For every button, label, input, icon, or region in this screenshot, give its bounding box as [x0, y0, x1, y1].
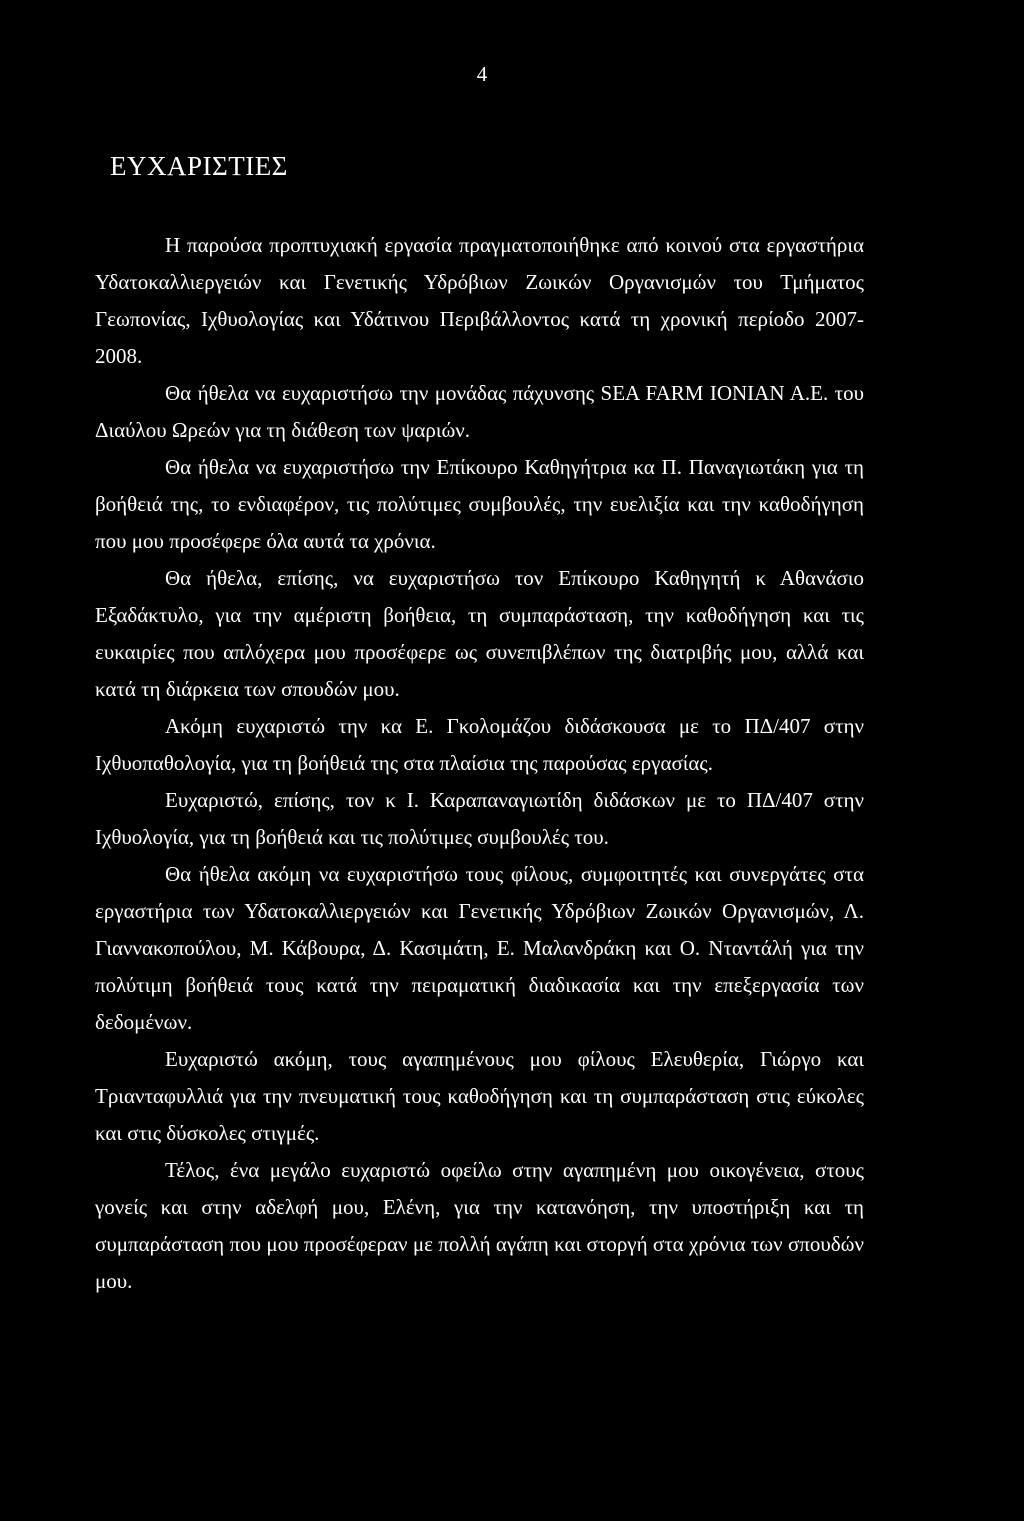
paragraph: Θα ήθελα ακόμη να ευχαριστήσω τους φίλους, συμφοιτητές και συνεργάτες στα εργαστήρια των Υδατοκαλλιεργειών και Γενετικής Υδρόβιων Ζωικών Οργανισμών, Λ. Γιαννακοπούλου, Μ. Κάβουρα, Δ. Κασιμάτη, Ε. Μαλανδράκη και Ο. Νταντάλή για την πολύτιμη βοήθειά τους κατά την πειραματική διαδικασία και την επεξεργασία των δεδομένων. [95, 862, 864, 1034]
paragraph: Τέλος, ένα μεγάλο ευχαριστώ οφείλω στην αγαπημένη μου οικογένεια, στους γονείς και στην αδελφή μου, Ελένη, για την κατανόηση, την υποστήριξη και τη συμπαράσταση που μου προσέφεραν με πολλή αγάπη και στοργή στα χρόνια των σπουδών μου. [95, 1158, 864, 1293]
paragraph: Ευχαριστώ ακόμη, τους αγαπημένους μου φίλους Ελευθερία, Γιώργο και Τριανταφυλλιά για την πνευματική τους καθοδήγηση και τη συμπαράσταση στις εύκολες και στις δύσκολες στιγμές. [95, 1047, 864, 1145]
page-number: 4 [476, 62, 488, 86]
paragraph: Η παρούσα προπτυχιακή εργασία πραγματοποιήθηκε από κοινού στα εργαστήρια Υδατοκαλλιεργειών και Γενετικής Υδρόβιων Ζωικών Οργανισμών του Τμήματος Γεωπονίας, Ιχθυολογίας και Υδάτινου Περιβάλλοντος κατά τη χρονική περίοδο 2007-2008. [95, 233, 864, 368]
paragraph: Θα ήθελα να ευχαριστήσω την μονάδας πάχυνσης SEA FARM IONIAN A.E. του Διαύλου Ωρεών για τη διάθεση των ψαριών. [95, 381, 864, 442]
paragraph: Ευχαριστώ, επίσης, τον κ Ι. Καραπαναγιωτίδη διδάσκων με το ΠΔ/407 στην Ιχθυολογία, για τη βοήθειά και τις πολύτιμες συμβουλές του. [95, 788, 864, 849]
paragraph: Θα ήθελα, επίσης, να ευχαριστήσω τον Επίκουρο Καθηγητή κ Αθανάσιο Εξαδάκτυλο, για την αμέριστη βοήθεια, τη συμπαράσταση, την καθοδήγηση και τις ευκαιρίες που απλόχερα μου προσέφερε ως συνεπιβλέπων της διατριβής μου, αλλά και κατά τη διάρκεια των σπουδών μου. [95, 566, 864, 701]
acknowledgements-body [95, 227, 864, 1300]
paragraph: Θα ήθελα να ευχαριστήσω την Επίκουρο Καθηγήτρια κα Π. Παναγιωτάκη για τη βοήθειά της, το ενδιαφέρον, τις πολύτιμες συμβουλές, την ευελιξία και την καθοδήγηση που μου προσέφερε όλα αυτά τα χρόνια. [95, 455, 864, 553]
page-title: ΕΥΧΑΡΙΣΤΙΕΣ [110, 151, 288, 181]
paragraph: Ακόμη ευχαριστώ την κα Ε. Γκολομάζου διδάσκουσα με το ΠΔ/407 στην Ιχθυοπαθολογία, για τη βοήθειά της στα πλαίσια της παρούσας εργασίας. [95, 714, 864, 775]
